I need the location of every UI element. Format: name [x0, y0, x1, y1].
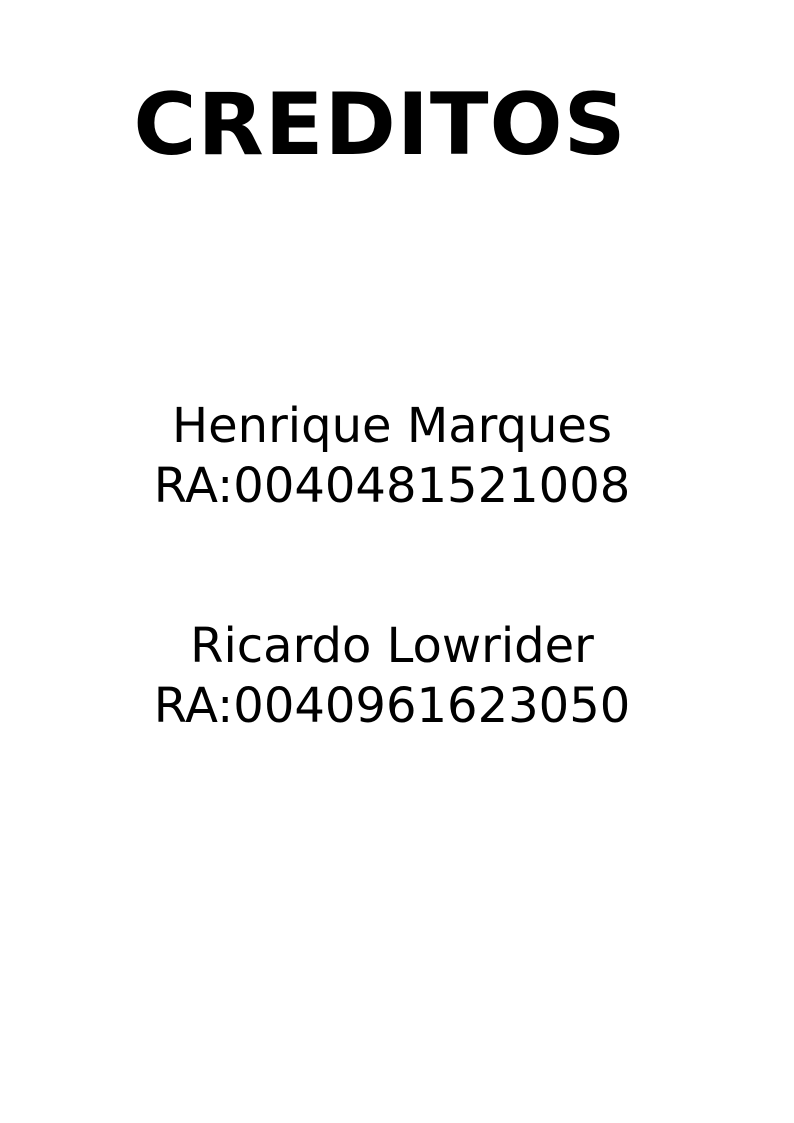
credit-name: Henrique Marques — [172, 398, 612, 454]
credit-name: Ricardo Lowrider — [190, 618, 594, 674]
credit-entry-2 — [0, 616, 784, 736]
credit-entry-1 — [0, 396, 784, 516]
page-title: CREDITOS — [133, 75, 627, 175]
credit-ra: RA:0040481521008 — [153, 458, 631, 514]
credit-ra: RA:0040961623050 — [153, 678, 631, 734]
